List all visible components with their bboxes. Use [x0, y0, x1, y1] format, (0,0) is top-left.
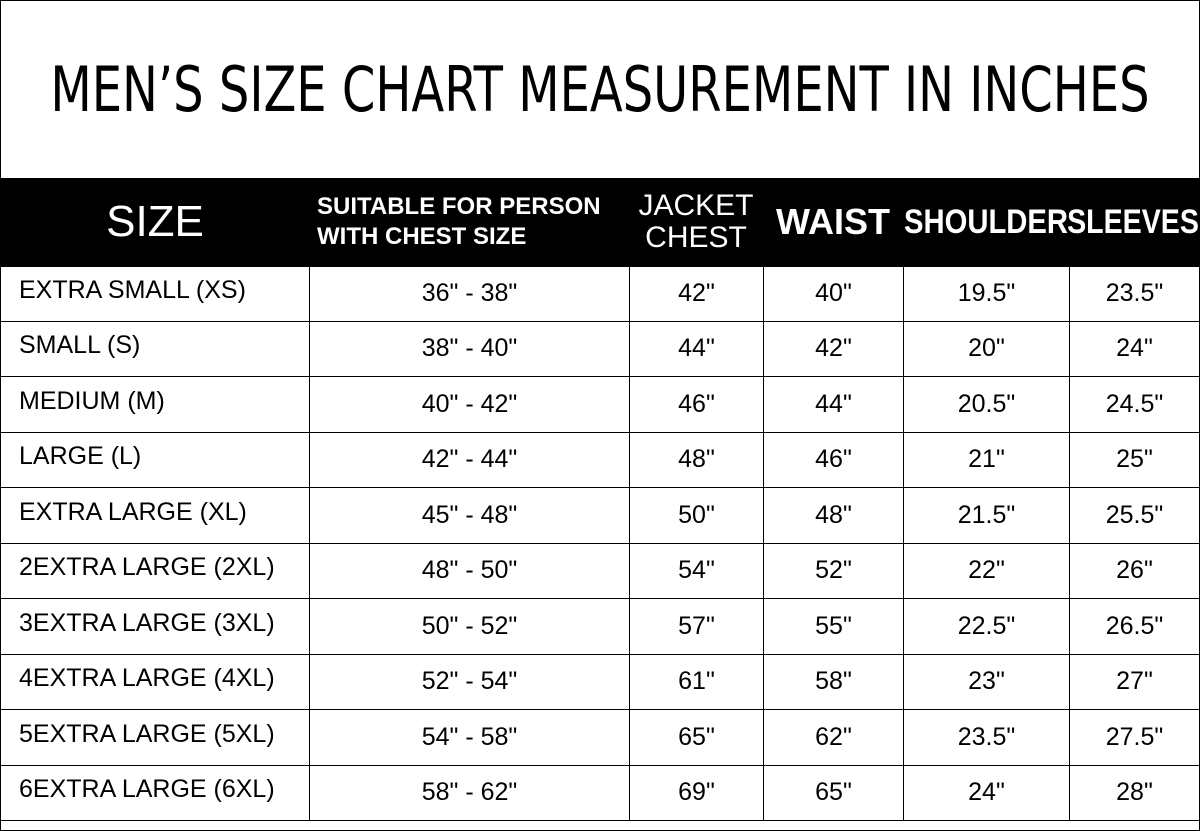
header-chest-line2: WITH CHEST SIZE [317, 223, 527, 250]
size-cell: LARGE (L) [19, 442, 142, 471]
shoulder-cell: 20.5" [903, 377, 1069, 432]
table-row [1, 710, 1199, 766]
waist-cell: 48" [763, 488, 903, 543]
header-jacket-line2: CHEST [645, 221, 747, 254]
table-row [1, 599, 1199, 655]
size-cell: EXTRA SMALL (XS) [19, 276, 246, 305]
waist-cell: 46" [763, 433, 903, 488]
waist-cell: 55" [763, 599, 903, 654]
chest-size-cell: 52" - 54" [309, 655, 629, 710]
table-header [1, 178, 1199, 266]
jacket-chest-cell: 42" [629, 267, 763, 321]
header-chest-line1: SUITABLE FOR PERSON [317, 193, 601, 220]
chest-size-cell: 42" - 44" [309, 433, 629, 488]
table-row [1, 433, 1199, 489]
sleeves-cell: 25" [1069, 433, 1199, 488]
sleeves-cell: 26" [1069, 544, 1199, 599]
sleeves-cell: 26.5" [1069, 599, 1199, 654]
sleeves-cell: 24.5" [1069, 377, 1199, 432]
chest-size-cell: 40" - 42" [309, 377, 629, 432]
sleeves-cell: 27" [1069, 655, 1199, 710]
header-chest-size [309, 178, 629, 266]
table-body [1, 266, 1199, 821]
size-cell: 3EXTRA LARGE (3XL) [19, 608, 275, 637]
header-sleeves: SLEEVES [1067, 202, 1199, 241]
table-row [1, 322, 1199, 378]
size-cell: 6EXTRA LARGE (6XL) [19, 775, 275, 804]
jacket-chest-cell: 65" [629, 710, 763, 765]
chest-size-cell: 36" - 38" [309, 267, 629, 321]
waist-cell: 42" [763, 322, 903, 377]
size-cell: SMALL (S) [19, 331, 141, 360]
chest-size-cell: 54" - 58" [309, 710, 629, 765]
jacket-chest-cell: 44" [629, 322, 763, 377]
chest-size-cell: 45" - 48" [309, 488, 629, 543]
table-row [1, 488, 1199, 544]
sleeves-cell: 28" [1069, 766, 1199, 821]
chest-size-cell: 50" - 52" [309, 599, 629, 654]
size-cell: 2EXTRA LARGE (2XL) [19, 553, 275, 582]
shoulder-cell: 23" [903, 655, 1069, 710]
size-cell: 5EXTRA LARGE (5XL) [19, 719, 275, 748]
sleeves-cell: 25.5" [1069, 488, 1199, 543]
shoulder-cell: 20" [903, 322, 1069, 377]
shoulder-cell: 19.5" [903, 267, 1069, 321]
sleeves-cell: 24" [1069, 322, 1199, 377]
table-row [1, 766, 1199, 822]
size-cell: 4EXTRA LARGE (4XL) [19, 664, 275, 693]
header-waist: WAIST [776, 201, 890, 242]
jacket-chest-cell: 54" [629, 544, 763, 599]
shoulder-cell: 21" [903, 433, 1069, 488]
waist-cell: 58" [763, 655, 903, 710]
chest-size-cell: 38" - 40" [309, 322, 629, 377]
jacket-chest-cell: 50" [629, 488, 763, 543]
waist-cell: 40" [763, 267, 903, 321]
shoulder-cell: 23.5" [903, 710, 1069, 765]
waist-cell: 52" [763, 544, 903, 599]
waist-cell: 65" [763, 766, 903, 821]
shoulder-cell: 24" [903, 766, 1069, 821]
sleeves-cell: 27.5" [1069, 710, 1199, 765]
table-row [1, 544, 1199, 600]
shoulder-cell: 21.5" [903, 488, 1069, 543]
jacket-chest-cell: 48" [629, 433, 763, 488]
waist-cell: 62" [763, 710, 903, 765]
chest-size-cell: 48" - 50" [309, 544, 629, 599]
chest-size-cell: 58" - 62" [309, 766, 629, 821]
table-row [1, 266, 1199, 322]
jacket-chest-cell: 61" [629, 655, 763, 710]
jacket-chest-cell: 46" [629, 377, 763, 432]
shoulder-cell: 22" [903, 544, 1069, 599]
size-cell: EXTRA LARGE (XL) [19, 497, 247, 526]
header-jacket-chest [629, 178, 763, 266]
waist-cell: 44" [763, 377, 903, 432]
sleeves-cell: 23.5" [1069, 267, 1199, 321]
jacket-chest-cell: 69" [629, 766, 763, 821]
header-shoulder: SHOULDER [903, 202, 1069, 241]
header-size: SIZE [106, 197, 204, 246]
table-row [1, 377, 1199, 433]
header-jacket-line1: JACKET [638, 189, 754, 222]
table-row [1, 655, 1199, 711]
chart-title: MEN’S SIZE CHART MEASUREMENT IN INCHES [50, 52, 1150, 126]
shoulder-cell: 22.5" [903, 599, 1069, 654]
size-cell: MEDIUM (M) [19, 386, 165, 415]
jacket-chest-cell: 57" [629, 599, 763, 654]
